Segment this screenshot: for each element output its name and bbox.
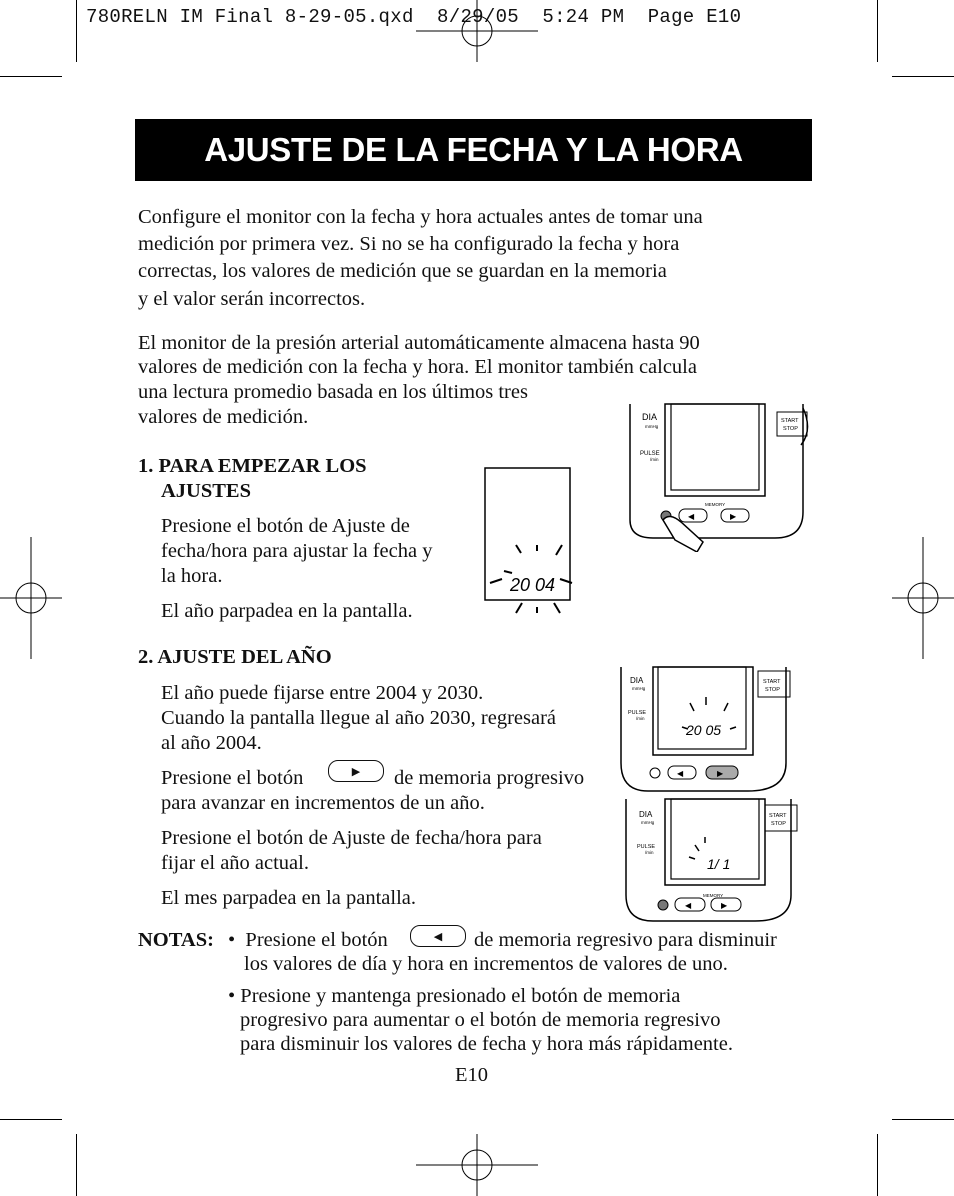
pulse-unit: /min — [645, 850, 654, 855]
step2-press: de memoria progresivo — [394, 767, 585, 789]
step2-set: Presione el botón de Ajuste de fecha/hora para — [161, 827, 542, 849]
page-title-bar — [135, 119, 812, 181]
para-line: valores de medición. — [138, 406, 309, 428]
dia-label: DIA — [639, 810, 653, 819]
registration-mark-bottom — [416, 1134, 538, 1196]
dia-label: DIA — [642, 412, 658, 422]
step2-press: Presione el botón — [161, 767, 304, 789]
pulse-unit: /min — [636, 716, 645, 721]
notes-bullet: • Presione el botón — [228, 929, 388, 951]
intro-line: y el valor serán incorrectos. — [138, 288, 366, 310]
notes-bullet: para disminuir los valores de fecha y hora más rápidamente. — [240, 1033, 733, 1055]
intro-line: Configure el monitor con la fecha y hora actuales antes de tomar una — [138, 206, 703, 228]
forward-memory-button-icon: ▶ — [328, 760, 384, 782]
lcd-year-illustration — [482, 467, 590, 633]
memory-label: MEMORY — [703, 893, 724, 898]
stop-label: STOP — [765, 687, 780, 693]
intro-line: medición por primera vez. Si no se ha configurado la fecha y hora — [138, 233, 680, 255]
page-title: AJUSTE DE LA FECHA Y LA HORA — [204, 131, 743, 168]
memory-label: MEMORY — [705, 502, 726, 507]
step2-text: al año 2004. — [161, 732, 262, 754]
para-line: El monitor de la presión arterial automáticamente almacena hasta 90 — [138, 332, 700, 354]
step1-text: fecha/hora para ajustar la fecha y — [161, 540, 433, 562]
step2-heading — [138, 645, 332, 670]
svg-text:▶: ▶ — [717, 769, 724, 778]
page-number: E10 — [455, 1064, 489, 1086]
step2-text: El año puede fijarse entre 2004 y 2030. — [161, 682, 484, 704]
step2-number: 2 — [138, 646, 149, 668]
back-memory-button-icon: ◀ — [410, 925, 466, 947]
step2-press: para avanzar en incrementos de un año. — [161, 792, 485, 814]
svg-text:◀: ◀ — [677, 769, 684, 778]
intro-line: correctas, los valores de medición que se guardan en la memoria — [138, 260, 667, 282]
para-line: valores de medición con la fecha y hora. El monitor también calcula — [138, 356, 697, 378]
stop-label: STOP — [783, 426, 798, 432]
step1-text: Presione el botón de Ajuste de — [161, 515, 410, 537]
lcd-year: 20 05 — [686, 722, 722, 738]
device-illustration-year — [618, 663, 796, 793]
step2-text: Cuando la pantalla llegue al año 2030, regresará — [161, 707, 557, 729]
device-illustration-month — [623, 795, 799, 925]
svg-text:◀: ◀ — [685, 901, 692, 910]
start-label: START — [769, 813, 787, 819]
notes-bullet: los valores de día y hora en incrementos de valores de uno. — [244, 953, 728, 975]
step1-heading: 1. PARA EMPEZAR LOS — [138, 455, 367, 477]
start-label: START — [763, 679, 781, 685]
step1-text: la hora. — [161, 565, 223, 587]
notes-bullet: • Presione y mantenga presionado el botón de memoria — [228, 985, 681, 1007]
svg-text:◀: ◀ — [688, 512, 695, 521]
step2-set: fijar el año actual. — [161, 852, 309, 874]
pulse-label: PULSE — [628, 710, 647, 716]
device-illustration-finger — [625, 400, 811, 552]
step1-heading-cont: AJUSTES — [161, 480, 252, 502]
stop-label: STOP — [771, 821, 786, 827]
lcd-year: 20 04 — [510, 575, 556, 595]
print-slug: 780RELN IM Final 8-29-05.qxd 8/29/05 5:24 PM Page E10 — [86, 6, 742, 28]
step2-title: . AJUSTE DEL AÑO — [148, 646, 332, 668]
dia-unit: mmHg — [632, 686, 646, 691]
start-label: START — [781, 418, 799, 424]
pulse-unit: /min — [650, 457, 659, 462]
dia-unit: mmHg — [645, 424, 659, 429]
step2-note: El mes parpadea en la pantalla. — [161, 887, 416, 909]
notes-bullet: progresivo para aumentar o el botón de memoria regresivo — [240, 1009, 721, 1031]
para-line: una lectura promedio basada en los últimos tres — [138, 381, 528, 403]
lcd-month: 1/ 1 — [707, 856, 731, 872]
dia-label: DIA — [630, 676, 644, 685]
step1-note: El año parpadea en la pantalla. — [161, 600, 413, 622]
svg-text:▶: ▶ — [721, 901, 728, 910]
notes-label: NOTAS: — [138, 929, 214, 951]
registration-mark-left — [0, 537, 62, 659]
pulse-label: PULSE — [637, 844, 656, 850]
dia-unit: mmHg — [641, 820, 655, 825]
pulse-label: PULSE — [640, 451, 660, 457]
notes-bullet: de memoria regresivo para disminuir — [474, 929, 777, 951]
svg-text:▶: ▶ — [730, 512, 737, 521]
registration-mark-right — [892, 537, 954, 659]
